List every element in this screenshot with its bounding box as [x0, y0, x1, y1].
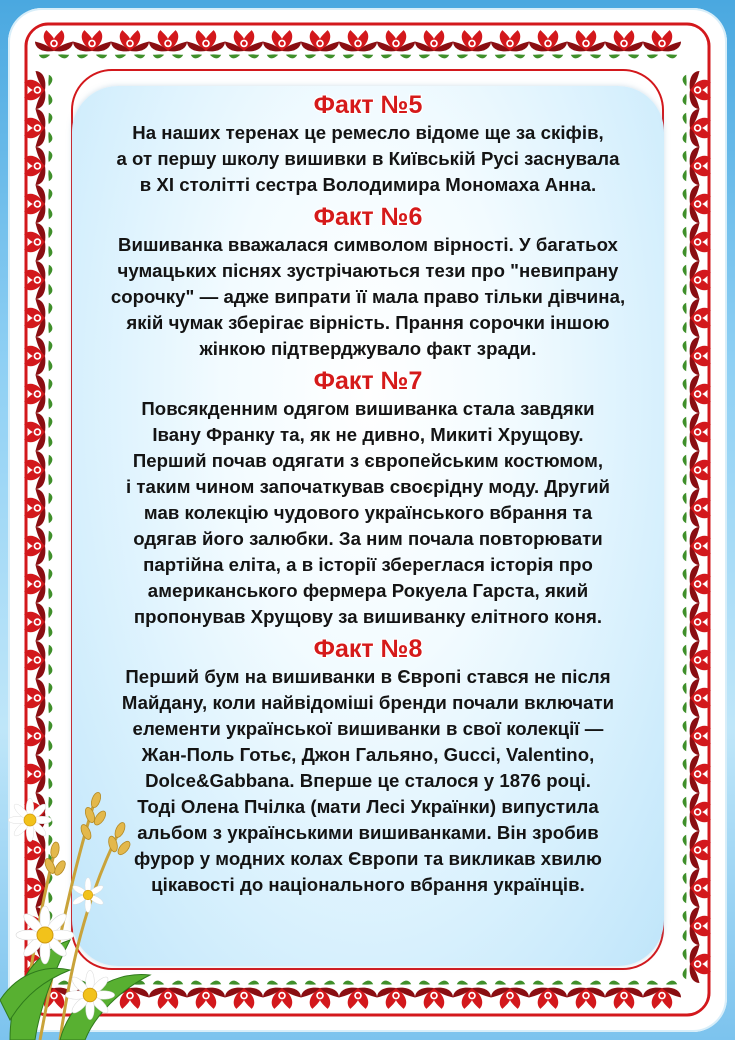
fact-5-line: а от першу школу вишивки в Київській Русі заснувала [116, 148, 620, 169]
flower-motif-icon [24, 527, 52, 565]
flower-motif-icon [149, 30, 187, 58]
flower-motif-icon [683, 223, 711, 261]
fact-7-line: Перший почав одягати з європейським костюмом, [132, 450, 604, 471]
flower-motif-icon [24, 603, 52, 641]
fact-6-line: чумацьких піснях зустрічаються тези про "невипрану [117, 260, 619, 281]
fact-7 [72, 366, 664, 630]
fact-5-title: Факт №5 [313, 91, 423, 119]
flower-motif-icon [683, 71, 711, 109]
flower-motif-icon [683, 413, 711, 451]
flower-motif-icon [683, 451, 711, 489]
fact-6-line: Вишиванка вважалася символом вірності. У багатьох [118, 234, 618, 255]
flower-motif-icon [683, 527, 711, 565]
flower-motif-icon [339, 30, 377, 58]
flower-motif-icon [491, 981, 529, 1009]
flower-motif-icon [24, 261, 52, 299]
flower-motif-icon [263, 30, 301, 58]
flower-motif-icon [263, 981, 301, 1009]
flower-motif-icon [683, 641, 711, 679]
flower-motif-icon [24, 641, 52, 679]
fact-8-line: Майдану, коли найвідоміші бренди почали включати [121, 692, 615, 713]
fact-5-line: в XI столітті сестра Володимира Мономаха Анна. [139, 174, 597, 195]
flower-motif-icon [605, 981, 643, 1009]
flower-motif-icon [24, 109, 52, 147]
flower-motif-icon [605, 30, 643, 58]
flower-motif-icon [24, 299, 52, 337]
fact-6-line: сорочку" — адже випрати її мала право тільки дівчина, [110, 286, 626, 307]
fact-8-line: Жан-Поль Готьє, Джон Гальяно, Gucci, Valentino, [141, 744, 595, 765]
flower-motif-icon [24, 717, 52, 755]
fact-8-line: цікавості до національного вбрання українців. [151, 874, 585, 895]
fact-8-line: Тоді Олена Пчілка (мати Лесі Українки) випустила [137, 796, 599, 817]
flower-motif-icon [683, 679, 711, 717]
flower-motif-icon [683, 717, 711, 755]
flower-motif-icon [491, 30, 529, 58]
fact-6 [72, 202, 664, 362]
fact-5 [72, 90, 664, 198]
fact-6-line: жінкою підтверджувало факт зради. [199, 338, 537, 359]
flower-motif-icon [683, 869, 711, 907]
flower-motif-icon [683, 565, 711, 603]
flower-motif-icon [377, 30, 415, 58]
flower-motif-icon [24, 185, 52, 223]
flower-motif-icon [377, 981, 415, 1009]
flower-motif-icon [111, 30, 149, 58]
flower-motif-icon [683, 907, 711, 945]
fact-7-line: партійна еліта, а в історії збереглася історія про [143, 554, 593, 575]
flower-motif-icon [24, 565, 52, 603]
flower-motif-icon [24, 375, 52, 413]
wheat-daisy-bouquet [0, 760, 180, 1040]
fact-7-line: мав колекцію чудового українського вбрання та [143, 502, 593, 523]
fact-8-line: альбом з українськими вишиванками. Він зробив [137, 822, 599, 843]
fact-8-line: фурор у модних колах Європи та викликав хвилю [134, 848, 602, 869]
flower-motif-icon [73, 30, 111, 58]
flower-motif-icon [683, 261, 711, 299]
flower-motif-icon [187, 981, 225, 1009]
flower-motif-icon [225, 30, 263, 58]
flower-motif-icon [24, 337, 52, 375]
fact-8-line: Перший бум на вишиванки в Європі стався не після [125, 666, 611, 687]
fact-7-line: американського фермера Рокуела Гарста, який [147, 580, 589, 601]
flower-motif-icon [529, 981, 567, 1009]
fact-6-text [72, 232, 664, 362]
flower-motif-icon [529, 30, 567, 58]
fact-6-line: якій чумак зберігає вірність. Прання сорочки іншою [126, 312, 610, 333]
flower-motif-icon [453, 981, 491, 1009]
flower-motif-icon [683, 147, 711, 185]
flower-motif-icon [24, 489, 52, 527]
fact-7-text [72, 396, 664, 630]
flower-motif-icon [225, 981, 263, 1009]
flower-motif-icon [24, 679, 52, 717]
fact-7-line: одягав його залюбки. За ним почала повторювати [133, 528, 603, 549]
flower-motif-icon [683, 793, 711, 831]
flower-motif-icon [24, 451, 52, 489]
fact-7-line: і таким чином започаткував своєрідну моду. Другий [125, 476, 611, 497]
flower-motif-icon [683, 603, 711, 641]
flower-motif-icon [415, 981, 453, 1009]
fact-5-line: На наших теренах це ремесло відоме ще за скіфів, [132, 122, 604, 143]
fact-7-line: пропонував Хрущову за вишиванку елітного коня. [133, 606, 603, 627]
fact-8-line: Dolce&Gabbana. Вперше це сталося у 1876 році. [145, 770, 591, 791]
flower-motif-icon [24, 223, 52, 261]
flower-motif-icon [187, 30, 225, 58]
flower-motif-icon [683, 375, 711, 413]
fact-7-line: Івану Франку та, як не дивно, Микиті Хрущову. [152, 424, 584, 445]
fact-8-title: Факт №8 [313, 635, 423, 663]
flower-motif-icon [683, 489, 711, 527]
flower-motif-icon [683, 109, 711, 147]
fact-6-title: Факт №6 [313, 203, 423, 231]
flower-motif-icon [643, 981, 681, 1009]
fact-7-title: Факт №7 [313, 367, 423, 395]
flower-motif-icon [683, 299, 711, 337]
fact-7-line: Повсякденним одягом вишиванка стала завдяки [141, 398, 595, 419]
flower-motif-icon [415, 30, 453, 58]
flower-motif-icon [453, 30, 491, 58]
flower-motif-icon [683, 755, 711, 793]
flower-motif-icon [301, 981, 339, 1009]
flower-motif-icon [339, 981, 377, 1009]
fact-8-line: елементи української вишиванки в свої колекції — [132, 718, 604, 739]
fact-5-text [72, 120, 664, 198]
flower-motif-icon [643, 30, 681, 58]
flower-motif-icon [24, 413, 52, 451]
flower-motif-icon [567, 30, 605, 58]
flower-motif-icon [683, 831, 711, 869]
flower-motif-icon [301, 30, 339, 58]
flower-motif-icon [683, 185, 711, 223]
flower-motif-icon [683, 945, 711, 983]
flower-motif-icon [683, 337, 711, 375]
flower-motif-icon [567, 981, 605, 1009]
flower-motif-icon [35, 30, 73, 58]
flower-motif-icon [24, 147, 52, 185]
flower-motif-icon [24, 71, 52, 109]
